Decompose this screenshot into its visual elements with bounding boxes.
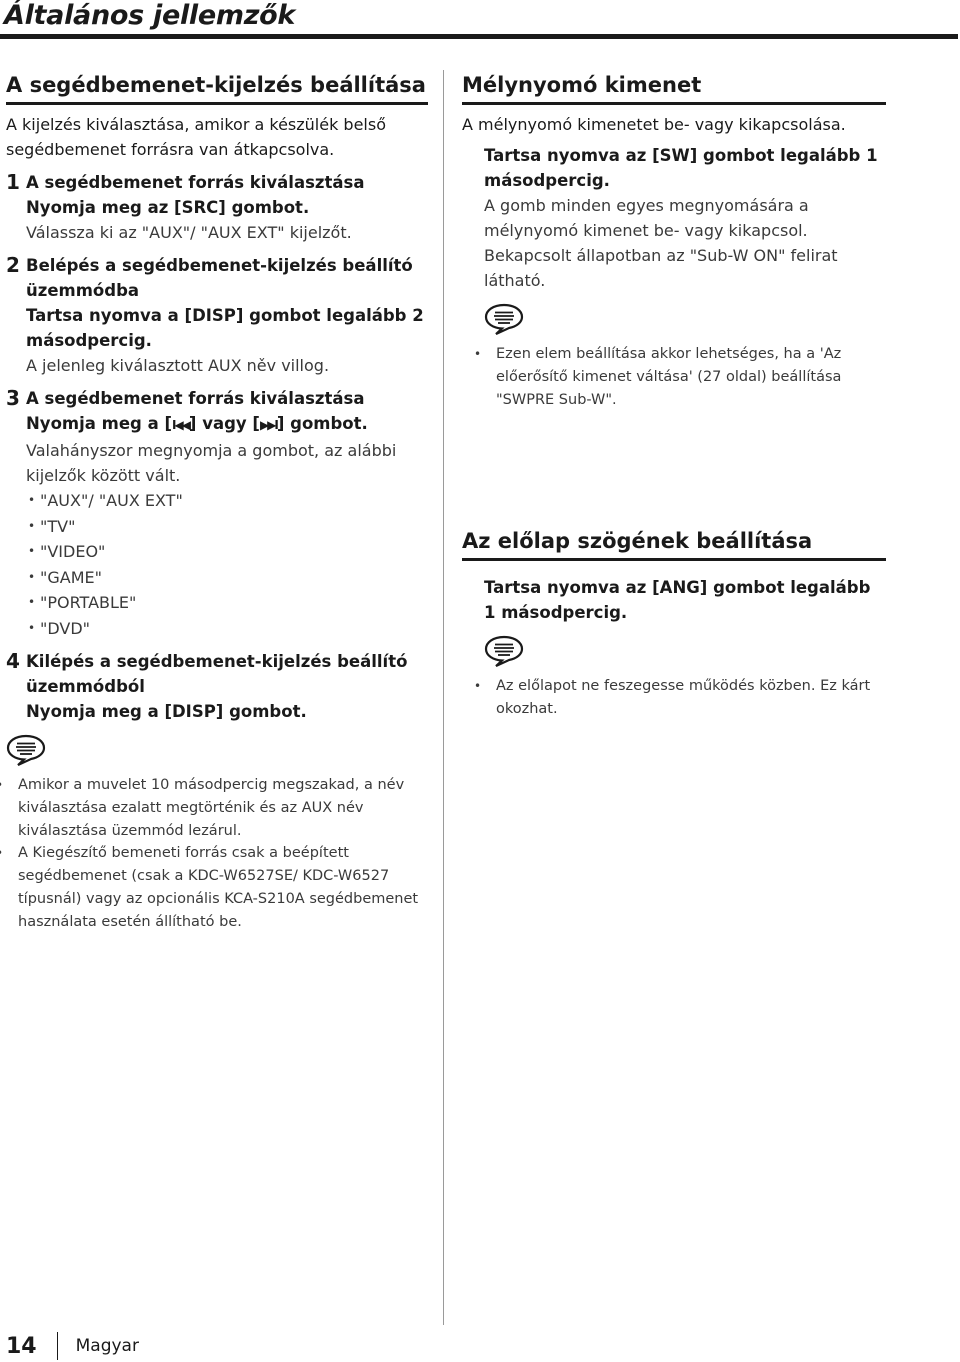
step-description: A jelenleg kiválasztott AUX něv villog. (26, 356, 330, 375)
step-number: 4 (6, 649, 20, 673)
step-action: Tartsa nyomva az [SW] gombot legalább 1 másodpercig. (484, 146, 878, 190)
speech-bubble-note-icon (6, 734, 46, 766)
angle-notes-list (462, 675, 886, 721)
step-2 (6, 253, 428, 378)
step-number: 3 (6, 386, 20, 410)
step-action-suffix: ] gombot. (276, 414, 368, 433)
step-1 (6, 170, 428, 245)
page-footer (6, 1330, 139, 1362)
angle-section-title: Az előlap szögének beállítása (462, 526, 886, 561)
footer-language: Magyar (75, 1336, 139, 1356)
step-number: 2 (6, 253, 20, 277)
subwoofer-section-title: Mélynyomó kimenet (462, 70, 886, 105)
step-3 (6, 386, 428, 641)
page-number: 14 (6, 1333, 37, 1359)
list-item: • Ezen elem beállítása akkor lehetséges, ha a 'Az előerősítő kimenet váltása' (27 oldal) beállítása "SWPRE Sub-W". (462, 343, 886, 411)
speech-bubble-note-icon (484, 303, 524, 335)
list-item: • "VIDEO" (26, 539, 428, 565)
step-action: Nyomja meg az [SRC] gombot. (26, 198, 310, 217)
step-action-middle: ] vagy [ (188, 414, 260, 433)
list-item: • A Kiegészítő bemeneti forrás csak a beépített segédbemenet (csak a KDC-W6527SE/ KDC-W6527 típusnál) vagy az opcionális KCA-S210A segédbemenet használata esetén állítható be. (0, 842, 428, 933)
subwoofer-notes-list (462, 343, 886, 411)
speech-bubble-note-icon (484, 635, 524, 667)
step-description: A gomb minden egyes megnyomására a mélynyomó kimenet be- vagy kikapcsol. Bekapcsolt állapotban az "Sub-W ON" felirat látható. (484, 196, 838, 290)
list-item: • "AUX"/ "AUX EXT" (26, 488, 428, 514)
step-number: 1 (6, 170, 20, 194)
left-column (6, 70, 428, 934)
step-title: A segédbemenet forrás kiválasztása (26, 389, 365, 408)
list-item: • "DVD" (26, 616, 428, 642)
step-4 (6, 649, 428, 724)
step-title: A segédbemenet forrás kiválasztása (26, 173, 365, 192)
step-action: Nyomja meg a [DISP] gombot. (26, 702, 307, 721)
footer-divider (57, 1332, 58, 1360)
aux-display-lead: A kijelzés kiválasztása, amikor a készülék belső segédbemenet forrásra van átkapcsolva. (6, 115, 386, 159)
title-rule (0, 34, 958, 39)
previous-track-icon: I◀◀ (172, 418, 189, 432)
step-description: Valahányszor megnyomja a gombot, az alábbi kijelzők között vált. (26, 441, 397, 485)
right-column (462, 70, 886, 721)
step-title: Belépés a segédbemenet-kijelzés beállító üzemmódba (26, 256, 413, 300)
angle-instructions (462, 575, 886, 667)
aux-notes-list (0, 774, 428, 934)
column-divider (443, 70, 444, 1325)
page-title: Általános jellemzők (4, 0, 296, 31)
step-description: Válassza ki az "AUX"/ "AUX EXT" kijelzőt. (26, 223, 352, 242)
step-title: Kilépés a segédbemenet-kijelzés beállító üzemmódból (26, 652, 408, 696)
subwoofer-instructions (462, 143, 886, 335)
list-item: • "TV" (26, 514, 428, 540)
step-action (26, 411, 428, 438)
step-action: Tartsa nyomva a [DISP] gombot legalább 2 másodpercig. (26, 306, 424, 350)
list-item: • Amikor a muvelet 10 másodpercig megszakad, a név kiválasztása ezalatt megtörténik és az AUX név kiválasztása üzemmód lezárul. (0, 774, 428, 842)
list-item: • "PORTABLE" (26, 590, 428, 616)
subwoofer-lead: A mélynyomó kimenetet be- vagy kikapcsolása. (462, 115, 846, 134)
list-item: • "GAME" (26, 565, 428, 591)
display-options-list (26, 488, 428, 641)
list-item: • Az előlapot ne feszegesse működés közben. Ez kárt okozhat. (462, 675, 886, 721)
next-track-icon: ▶▶I (259, 418, 277, 432)
step-action: Tartsa nyomva az [ANG] gombot legalább 1 másodpercig. (484, 578, 871, 623)
step-action-prefix: Nyomja meg a [ (26, 414, 172, 433)
aux-display-section-title: A segédbemenet-kijelzés beállítása (6, 70, 428, 105)
